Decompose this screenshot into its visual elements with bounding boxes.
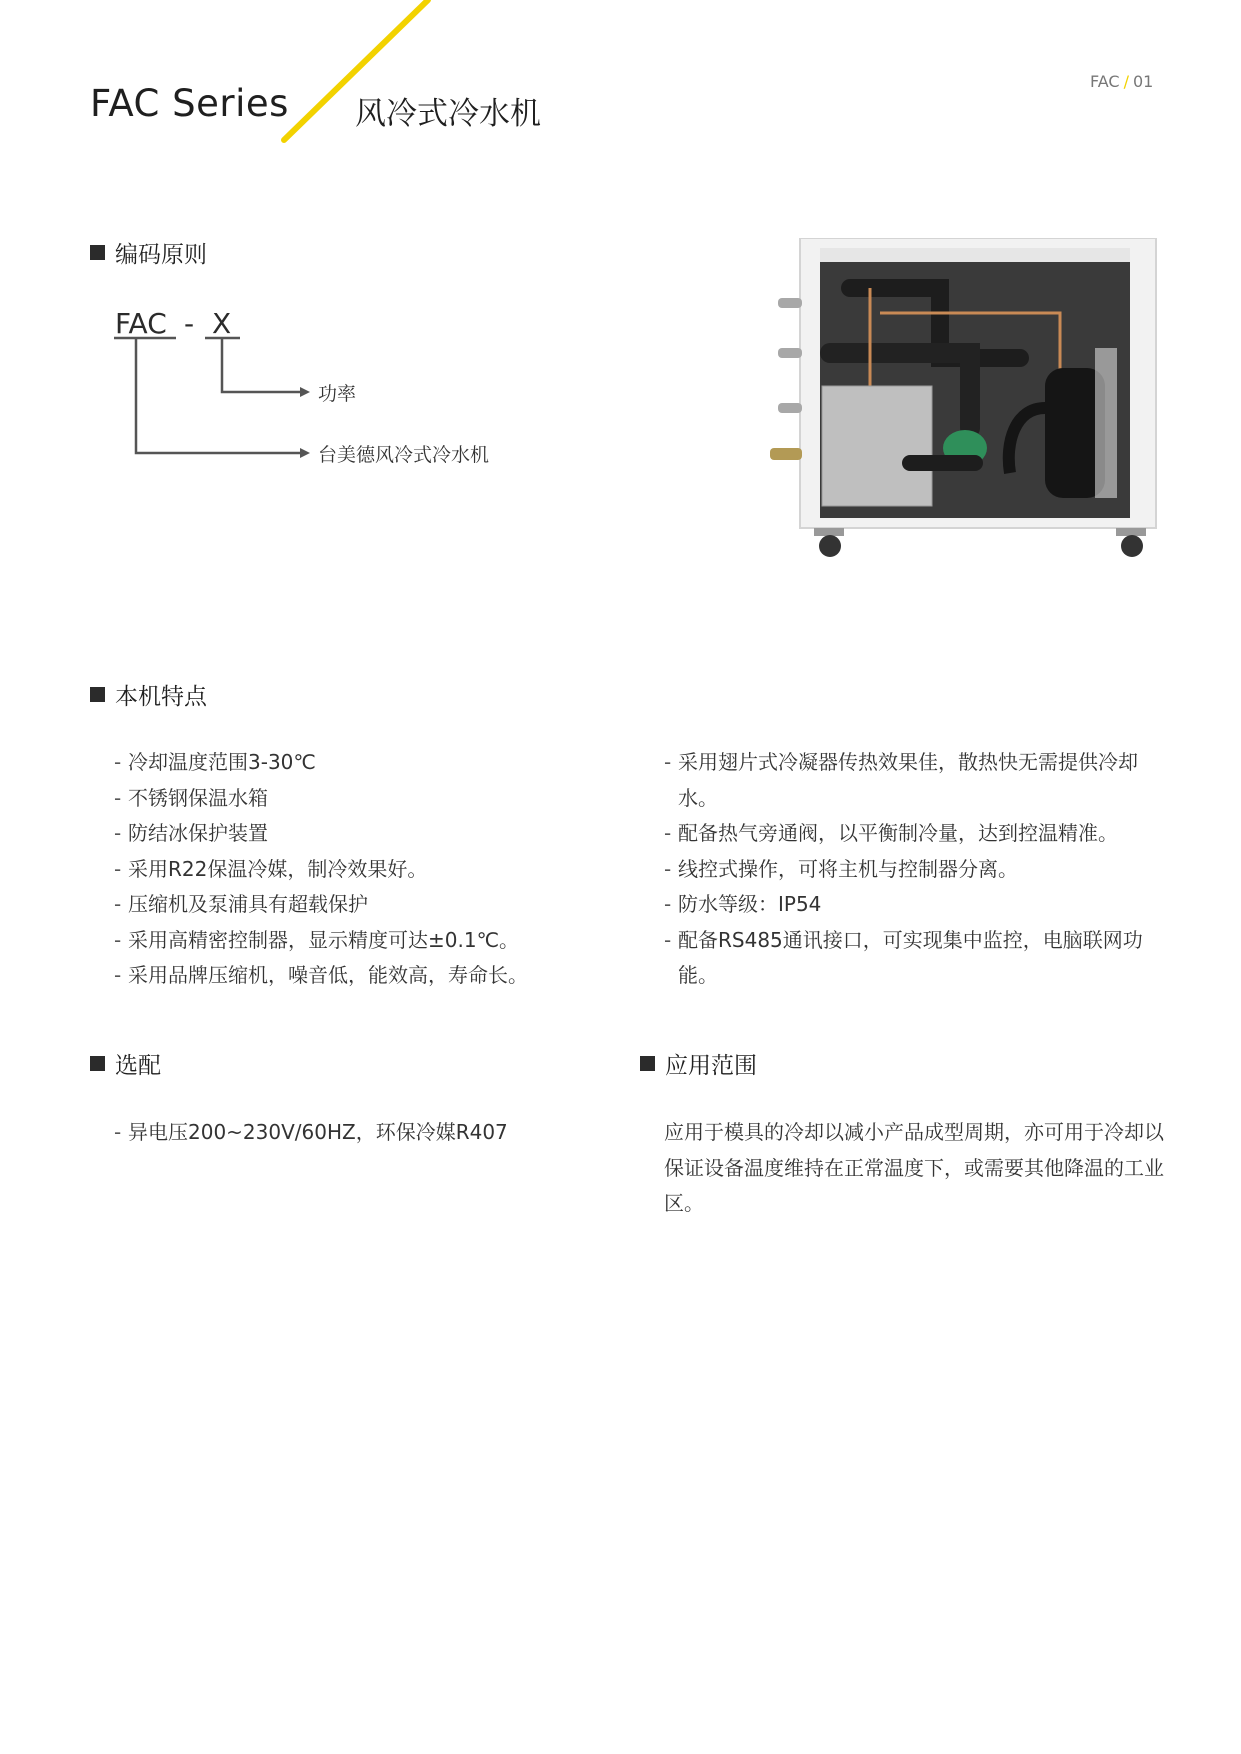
features-heading-text: 本机特点 [115,684,207,710]
page-subtitle: 风冷式冷水机 [355,96,541,132]
list-item: - 采用品牌压缩机，噪音低，能效高，寿命长。 [114,958,584,994]
page-number [1090,72,1153,91]
heading-square-icon [90,687,105,702]
coding-heading [90,236,207,269]
list-item: - 不锈钢保温水箱 [114,781,584,817]
application-text: 应用于模具的冷却以减小产品成型周期，亦可用于冷却以保证设备温度维持在正常温度下，或需要其他降温的工业区。 [664,1120,1164,1215]
options-heading [90,1047,161,1080]
list-item: - 采用高精密控制器，显示精度可达±0.1℃。 [114,923,584,959]
series-title: FAC Series [90,82,289,125]
code-dash: - [184,307,195,340]
list-item: - 防水等级：IP54 [664,887,1154,923]
heading-square-icon [90,245,105,260]
application-heading-text: 应用范围 [665,1053,757,1079]
options-list [114,1115,584,1151]
list-item: - 冷却温度范围3-30℃ [114,745,584,781]
features-list-right [664,745,1154,994]
code-prefix: FAC [115,307,167,340]
label-brand: 台美德风冷式冷水机 [318,444,490,466]
options-heading-text: 选配 [115,1053,161,1079]
chiller-machine-photo [760,238,1164,560]
page-prefix: FAC [1090,72,1120,91]
code-variable: X [212,307,232,340]
page-number-value: 01 [1132,72,1154,91]
list-item: - 采用翅片式冷凝器传热效果佳，散热快无需提供冷却水。 [664,745,1154,816]
coding-diagram-lines [110,335,310,465]
application-heading [640,1047,757,1080]
coding-heading-text: 编码原则 [115,242,207,268]
list-item: - 配备RS485通讯接口，可实现集中监控，电脑联网功能。 [664,923,1154,994]
label-power: 功率 [318,383,357,405]
list-item: - 配备热气旁通阀，以平衡制冷量，达到控温精准。 [664,816,1154,852]
list-item: - 线控式操作，可将主机与控制器分离。 [664,852,1154,888]
features-heading [90,678,207,711]
list-item: - 异电压200~230V/60HZ，环保冷媒R407 [114,1115,584,1151]
features-list-left [114,745,584,994]
list-item: - 防结冰保护装置 [114,816,584,852]
list-item: - 压缩机及泵浦具有超载保护 [114,887,584,923]
page-separator: / [1123,72,1129,91]
heading-square-icon [640,1056,655,1071]
heading-square-icon [90,1056,105,1071]
list-item: - 采用R22保温冷媒，制冷效果好。 [114,852,584,888]
